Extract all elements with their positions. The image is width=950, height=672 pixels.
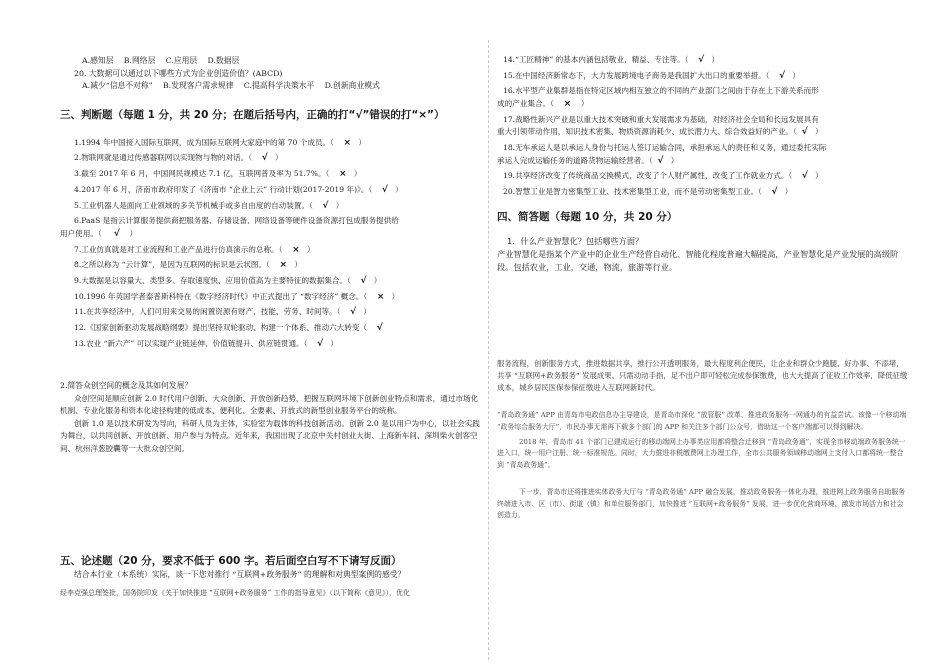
tf-item-mark: √: [381, 184, 388, 195]
tf-item-close: ）: [306, 244, 315, 254]
tf-item-close: ）: [815, 171, 823, 181]
section3-title: 三、判断题（每题 1 分，共 20 分；在题后括号内，正确的打“√”错误的打“×”）: [60, 108, 445, 121]
tf-18-text: 承运人完成运输任务的道路货物运输经营者。（: [497, 155, 653, 165]
tf-item: [60, 259, 482, 272]
tf-item-mark: ×: [279, 260, 288, 271]
essay-para-2: “青岛政务通” APP 由青岛市电政信息办主导建设，是青岛市深化 “放管服” 改革、推进政务服务一网通办的有益尝试。该像一个移动端 “政务综合服务大厅”，市民办事无需再下载多个部门的 APP 和关注多个部门公众号，借助这一个客户端都可以得到解决。: [497, 411, 907, 431]
tf-item-mark: √: [698, 55, 705, 65]
tf-item: [60, 244, 482, 257]
tf-18-close: ）: [670, 155, 679, 165]
tf-item-mark: √: [261, 153, 268, 164]
tf-item-close: ）: [792, 70, 800, 80]
q1-answer: 产业智慧化是指某个产业中的企业生产经营自动化、智能化程度普遍大幅提高，产业智慧化是产业发展的高级阶段。包括农业，工业，交通，物流，旅游等行业。: [497, 248, 899, 272]
tf-item-mark: ×: [376, 291, 385, 302]
tf-item: [60, 322, 482, 335]
tf-item-17-line1: 17.战略性新兴产业是以重大技术突破和重大发展需求为基础，对经济社会全局和长远发展具有: [503, 114, 819, 124]
tf-17-close: ）: [815, 127, 823, 137]
tf-item-close: ）: [335, 200, 344, 210]
tf-item-text: 10.1996 年英国学者泰普斯科特在《数字经济时代》中正式提出了 “数字经济” 概念。（: [74, 291, 368, 301]
q2-para1: 众创空间是顺应创新 2.0 时代用户创新、大众创新、开放创新趋势，把握互联网环境下创新创业特点和需求，通过市场化机制、专业化服务和资本化途径构建的低成本、便利化、全要素、开放式的新型创业服务平台的统称。: [60, 393, 479, 416]
tf-item-text: 1.1994 年中国接入国际互联网，成为国际互联网大家庭中的第 70 个成员。（: [74, 137, 334, 147]
tf-6-close: ）: [129, 228, 138, 238]
tf-item-close: ）: [330, 338, 339, 348]
tf-item-close: ）: [395, 184, 403, 194]
tf-item: [497, 186, 909, 199]
tf-item-mark: ×: [292, 244, 300, 255]
tf-item: [497, 54, 909, 67]
tf-item-mark: ×: [339, 169, 347, 180]
tf-item: [60, 200, 482, 213]
tf-item-text: 20.智慧工业是智力密集型工业、技术密集型工业，而不是劳动密集型工业。（: [503, 186, 762, 196]
s5-question: 结合本行业（本系统）实际，谈一下您对推行 “互联网+政务服务” 的理解和对典型案例的感受？: [74, 569, 406, 579]
tf-item-text: 8.之所以称为 “云计算”，是因为互联网的标识是云状图。（: [74, 260, 270, 270]
tf-item: [60, 306, 482, 319]
tf-item: [497, 70, 909, 83]
tf-item-18-line1: 18.无车承运人是以承运人身份与托运人签订运输合同，承担承运人的责任和义务，通过委托实际: [503, 142, 827, 152]
tf-item-16-line2: [497, 98, 909, 111]
tf-item-text: 9.大数据是以容量大、类型多、存取速度快、应用价值高为主要特征的数据集合。（: [74, 275, 351, 285]
left-column: [60, 50, 482, 599]
section5-title: 五、论述题（20 分，要求不低于 600 字。若后面空白写不下请写反面）: [60, 554, 402, 567]
tf-item: [60, 275, 482, 288]
tf-6-mark: √: [113, 228, 120, 239]
tf-item-text: 5.工业机器人是面向工业领域的多关节机械手或多自由度的自动装置。（: [74, 200, 313, 210]
tf-item-close: ）: [391, 291, 400, 301]
tf-item-mark: √: [322, 200, 329, 211]
tf-17-text: 重大引领带动作用，知识技术密集、物质资源消耗少、成长潜力大、综合效益好的产业。（: [497, 127, 797, 137]
tf-item-mark: √: [376, 322, 383, 333]
tf-16-text: 成的产业集合。（: [497, 98, 554, 108]
tf-item: [60, 291, 482, 304]
tf-list-c: [497, 54, 909, 82]
essay-para-3: 2018 年，青岛市 41 个部门已建成运行的移动端网上办事类应用都将整合迁移到 “青岛政务通”，实现全市移动端政务服务统一进入口，统一用户注册、统一标准规范。同时，大力推进非税缴费网上办理工作，全市公共服务领域移动端网上支付入口都将统一整合到 “青岛政务通”。: [497, 437, 906, 469]
tf-item-text: 11.在共享经济中，人们可用来交易的闲置资源有财产、技能、劳务、时间等。（: [74, 307, 341, 317]
tf-18-mark: √: [657, 155, 664, 166]
tf-list-b: [60, 244, 482, 351]
tf-item-close: ）: [358, 137, 366, 147]
tf-item-18-line2: [497, 155, 909, 168]
tf-17-mark: √: [801, 127, 808, 138]
tf-6-text: 用户使用。（: [60, 228, 102, 238]
tf-item-mark: √: [779, 70, 786, 81]
tf-item-mark: √: [360, 275, 367, 286]
tf-item-close: ）: [784, 186, 793, 196]
tf-item-close: ）: [294, 260, 302, 270]
tf-item: [60, 152, 482, 165]
tf-item: [60, 168, 482, 181]
tf-item-text: 4.2017 年 6 月，济南市政府印发了《济南市 “企业上云” 行动计划(2017-2019 年)》。（: [74, 184, 373, 194]
right-column: [497, 50, 909, 521]
tf-item-text: 19.共享经济改变了传统商品交换模式，改变了个人财产属性，改变了工作就业方式。（: [503, 171, 793, 181]
tf-item-mark: √: [350, 307, 357, 318]
tf-item-16-line1: 16.水平型产业集群是指在特定区域内相互独立的不同的产业部门之间由于存在上下游关系而形: [503, 86, 819, 96]
q1-title: 1．什么产业智慧化？包括哪些方面？: [507, 235, 644, 246]
tf-item-mark: √: [801, 171, 808, 182]
tf-item-text: 7.工业仿真就是对工业流程和工业产品进行仿真演示的总称。（: [74, 244, 283, 254]
tf-item-close: ）: [373, 275, 382, 285]
mc-options-20: A.减少“信息不对称” B.发现客户需求规律 C.提高科学决策水平 D.创新商业模式: [82, 81, 380, 91]
q2-para2: 创新 1.0 是以技术研发为导向，科研人员为主体，实验室为载体的科技创新活动。创新 2.0 是以用户为中心，以社会实践为舞台，以共同创新、开放创新、用户参与为特点。近年来，我国出现了北京中关村创业大街、上海新车间、深圳柴火创客空间、杭州洋葱胶囊等一大批众创空间。: [60, 418, 480, 453]
tf-item-6-line2: [60, 228, 482, 241]
tf-item-text: 2.物联网就是通过传感器联网以实现物与物的对话。（: [74, 153, 253, 163]
tf-list-d: [497, 170, 909, 198]
tf-item-text: 14.“工匠精神” 的基本内涵包括敬业、精益、专注等。（: [503, 55, 689, 64]
tf-item-text: 12.《国家创新驱动发展战略纲要》提出坚持双轮驱动、构建一个体系、推动六大转变（: [74, 322, 368, 332]
tf-item-close: ）: [275, 153, 283, 163]
q2-title: 2.简答众创空间的概念及其如何发展？: [60, 381, 193, 391]
tf-item-6-line1: 6.PaaS 是指云计算服务提供商把服务器、存储设备、网络设备等硬件设备资源打包成服务提供给: [74, 216, 399, 226]
essay-para-4: 下一步，青岛市还将推进实体政务大厅与 “青岛政务通” APP 融合发展，推动政务服务一体化办理，推进网上政务服务自助服务终端进入市、区（市）、街道（镇）和单位服务部门，加快推进 “互联网+政务服务” 发展，进一步优化营商环境，激发市场活力和社会创造力。: [497, 488, 906, 519]
tf-item-mark: √: [317, 338, 324, 349]
tf-item-close: ）: [363, 307, 371, 317]
tf-16-mark: ×: [563, 98, 572, 109]
tf-item: [60, 137, 482, 150]
tf-item-close: ）: [353, 169, 362, 179]
tf-list-a: [60, 137, 482, 212]
column-divider: [488, 40, 489, 660]
tf-item-text: 3.截至 2017 年 6 月，中国网民规模达 7.1 亿，互联网普及率为 51.7%。（: [74, 169, 330, 179]
tf-item-text: 15.在中国经济新常态下，大力发展跨境电子商务是我国扩大出口的重要举措。（: [503, 70, 770, 80]
tf-item: [60, 338, 482, 351]
mc-options-19: A.感知层 B.网络层 C.应用层 D.数据层: [82, 56, 240, 65]
tf-item-17-line2: [497, 126, 909, 139]
tf-item: [60, 184, 482, 197]
section4-title: 四、简答题（每题 10 分，共 20 分）: [497, 210, 678, 223]
tf-item-mark: √: [771, 186, 778, 197]
tf-item-close: ）: [711, 55, 720, 64]
tf-item-text: 13.农业 “新六产” 可以实现产业链延伸、价值链提升、供应链贯通。（: [74, 338, 308, 348]
s5-answer-start: 经李克强总理签批，国务院印发《关于加快推进 “互联网+政务服务” 工作的指导意见》（以下简称《意见》），优化: [60, 588, 410, 597]
tf-16-close: ）: [580, 98, 589, 108]
tf-item-mark: ×: [343, 137, 352, 148]
tf-item: [497, 170, 909, 183]
mc-question-20: 20. 大数据可以通过以下哪些方式为企业创造价值？(ABCD): [74, 68, 283, 78]
essay-para-1: 服务流程，创新服务方式，推进数据共享，推行公开透明服务，最大程度利企便民，让企业和群众少跑腿、好办事、不添堵，共享 “互联网+政务服务” 发展成果。只需动动手指，足不出户即可轻松完成参保缴费，也大大提高了征收工作效率，降低征缴成本，城乡居民医保参保征缴进入互联网新时代。: [497, 358, 908, 392]
